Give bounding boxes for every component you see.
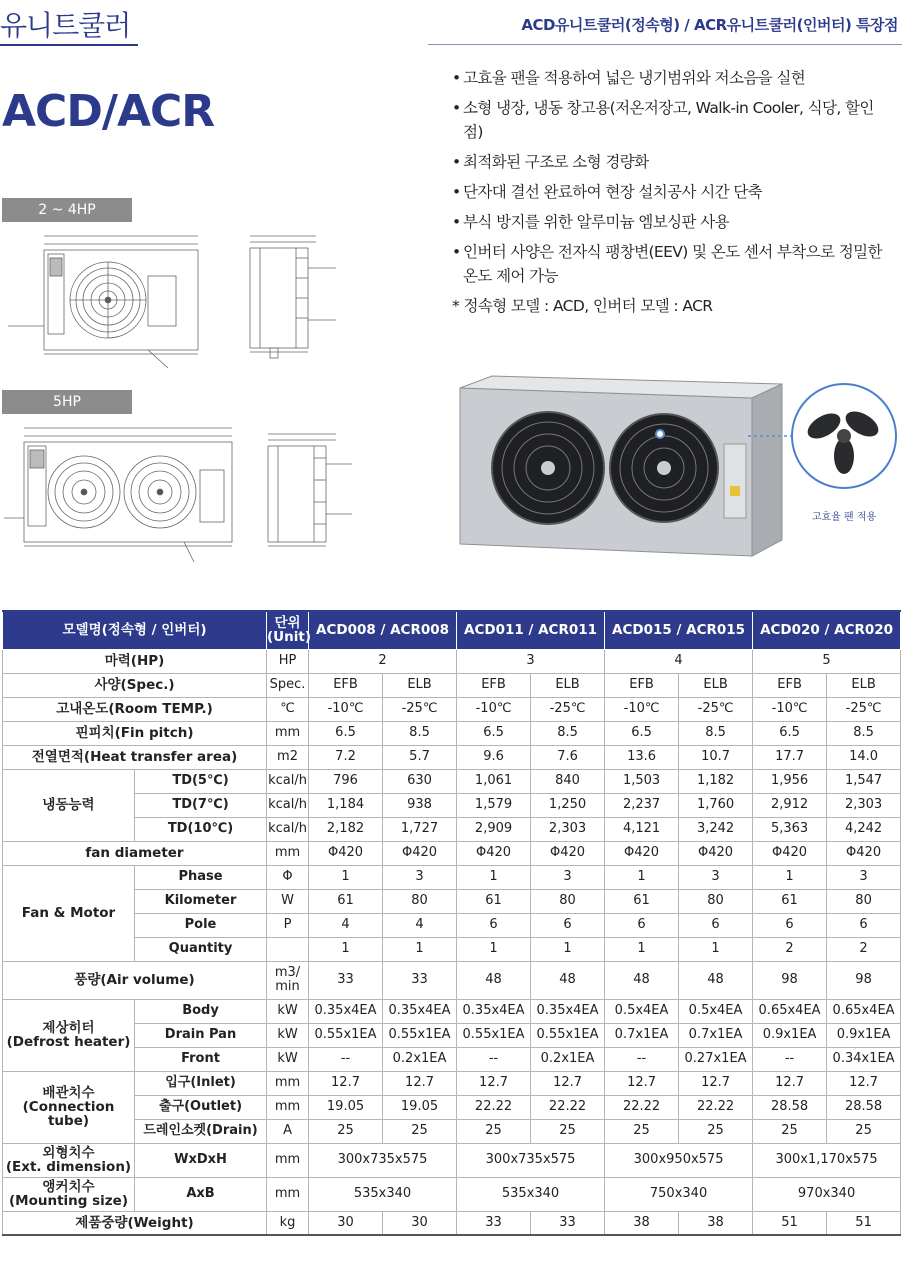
cell: -25℃ [531,697,605,721]
cell: 6 [531,913,605,937]
cell: 0.9x1EA [753,1023,827,1047]
cell: 14.0 [827,745,901,769]
row-unit: mm [267,721,309,745]
row-connection-drain [3,1119,901,1143]
row-label: 전열면적(Heat transfer area) [3,745,267,769]
cell: 0.55x1EA [309,1023,383,1047]
cell: 30 [383,1211,457,1235]
fan-right-image [610,414,718,522]
cell: 61 [605,889,679,913]
cell: 8.5 [679,721,753,745]
cell: 38 [679,1211,753,1235]
cell: 7.6 [531,745,605,769]
cell: 840 [531,769,605,793]
cell: 3 [827,865,901,889]
cell: 2 [309,649,457,673]
row-fan-phase [3,865,901,889]
cell: 9.6 [457,745,531,769]
cell: 48 [679,961,753,999]
cell: 33 [457,1211,531,1235]
cell: 5,363 [753,817,827,841]
row-weight [3,1211,901,1235]
row-label: 고내온도(Room TEMP.) [3,697,267,721]
cell: 1,956 [753,769,827,793]
row-unit: W [267,889,309,913]
cell: ELB [531,673,605,697]
cell: 4,121 [605,817,679,841]
cell: 0.35x4EA [383,999,457,1023]
cell: -- [309,1047,383,1071]
cell: 19.05 [383,1095,457,1119]
cell: 300x950x575 [605,1143,753,1177]
row-unit: Spec. [267,673,309,697]
row-label: fan diameter [3,841,267,865]
cell: 0.9x1EA [827,1023,901,1047]
cell: 12.7 [309,1071,383,1095]
cell: 51 [753,1211,827,1235]
cell: 1,579 [457,793,531,817]
cell: 61 [309,889,383,913]
drawing-2-4hp-side [236,228,376,368]
cell: 25 [309,1119,383,1143]
cell: 630 [383,769,457,793]
cell: 51 [827,1211,901,1235]
cell: 22.22 [605,1095,679,1119]
row-sublabel: TD(5℃) [135,769,267,793]
cell: 25 [753,1119,827,1143]
row-sublabel: WxDxH [135,1143,267,1177]
cell: 12.7 [753,1071,827,1095]
row-unit: kcal/h [267,769,309,793]
cell: Φ420 [309,841,383,865]
row-mounting-size [3,1177,901,1211]
cell: 19.05 [309,1095,383,1119]
cell: 33 [309,961,383,999]
row-unit: kcal/h [267,793,309,817]
cell: 12.7 [457,1071,531,1095]
cell: 0.5x4EA [605,999,679,1023]
cell: 1 [309,937,383,961]
cell: 22.22 [679,1095,753,1119]
cell: 6 [679,913,753,937]
cell: 1,250 [531,793,605,817]
cell: 25 [679,1119,753,1143]
cell: 25 [457,1119,531,1143]
cell: 1 [309,865,383,889]
cell: 6 [827,913,901,937]
row-connection-inlet [3,1071,901,1095]
row-unit: A [267,1119,309,1143]
row-unit: mm [267,1071,309,1095]
cell: 1 [457,937,531,961]
header-model-2: ACD011 / ACR011 [457,611,605,649]
row-unit: m2 [267,745,309,769]
group-label-defrost: 제상히터 (Defrost heater) [3,999,135,1071]
cell: 12.7 [827,1071,901,1095]
cell: 1 [457,865,531,889]
group-label-mounting: 앵커치수 (Mounting size) [3,1177,135,1211]
row-heat-area [3,745,901,769]
cell: 0.35x4EA [309,999,383,1023]
cell: EFB [753,673,827,697]
row-unit: ℃ [267,697,309,721]
cell: ELB [383,673,457,697]
feature-item: • 소형 냉장, 냉동 창고용(저온저장고, Walk-in Cooler, 식당, 할인점) [452,96,892,144]
header-model-4: ACD020 / ACR020 [753,611,901,649]
cell: Φ420 [753,841,827,865]
row-unit: mm [267,1177,309,1211]
cell: 1 [383,937,457,961]
row-sublabel: Quantity [135,937,267,961]
cell: 1,727 [383,817,457,841]
feature-item: • 단자대 결선 완료하여 현장 설치공사 시간 단축 [452,180,892,204]
cell: -10℃ [753,697,827,721]
cell: 0.2x1EA [383,1047,457,1071]
row-sublabel: Front [135,1047,267,1071]
header-model-3: ACD015 / ACR015 [605,611,753,649]
cell: 1,184 [309,793,383,817]
cell: 33 [531,1211,605,1235]
cell: 1,061 [457,769,531,793]
row-unit: kcal/h [267,817,309,841]
feature-item: • 부식 방지를 위한 알루미늄 엠보싱판 사용 [452,210,892,234]
cell: 3 [383,865,457,889]
cell: 5.7 [383,745,457,769]
cell: 2,182 [309,817,383,841]
cell: 6.5 [605,721,679,745]
cell: 2,909 [457,817,531,841]
row-unit: m3/ min [267,961,309,999]
feature-note: * 정속형 모델 : ACD, 인버터 모델 : ACR [452,297,713,315]
cell: 938 [383,793,457,817]
cell: 3 [457,649,605,673]
fan-caption: 고효율 팬 적용 [811,512,877,523]
row-air-volume [3,961,901,999]
cell: 25 [605,1119,679,1143]
cell: 0.35x4EA [531,999,605,1023]
cell: 1,547 [827,769,901,793]
header-model-1: ACD008 / ACR008 [309,611,457,649]
cell: 300x735x575 [457,1143,605,1177]
cell: 0.65x4EA [753,999,827,1023]
cell: 6.5 [753,721,827,745]
cell: 3 [679,865,753,889]
cell: 12.7 [531,1071,605,1095]
cell: 796 [309,769,383,793]
cell: Φ420 [383,841,457,865]
cell: 80 [827,889,901,913]
cell: 8.5 [531,721,605,745]
row-sublabel: AxB [135,1177,267,1211]
row-label: 제품중량(Weight) [3,1211,267,1235]
row-unit: mm [267,1095,309,1119]
cell: EFB [309,673,383,697]
row-fan-pole [3,913,901,937]
cell: 25 [531,1119,605,1143]
cell: 6 [457,913,531,937]
row-sublabel: Drain Pan [135,1023,267,1047]
cell: 2,237 [605,793,679,817]
cell: 8.5 [383,721,457,745]
cell: -10℃ [457,697,531,721]
row-unit: kg [267,1211,309,1235]
cell: 80 [531,889,605,913]
cell: 12.7 [605,1071,679,1095]
cell: 61 [753,889,827,913]
cell: -- [753,1047,827,1071]
cell: 5 [753,649,901,673]
cell: 0.7x1EA [605,1023,679,1047]
cell: 6 [753,913,827,937]
row-unit: mm [267,1143,309,1177]
row-label: 사양(Spec.) [3,673,267,697]
cell: 22.22 [457,1095,531,1119]
fan-left-image [492,412,604,524]
feature-item: • 인버터 사양은 전자식 팽창변(EEV) 및 온도 센서 부착으로 정밀한 온도 제어 가능 [452,240,892,288]
cell: -- [457,1047,531,1071]
row-fan-quantity [3,937,901,961]
header-model: 모델명(정속형 / 인버터) [3,611,267,649]
cell: Φ420 [679,841,753,865]
cell: -- [605,1047,679,1071]
drawing-2-4hp-front [8,228,238,388]
cell: 17.7 [753,745,827,769]
cell: 4 [605,649,753,673]
category-title: 유니트쿨러 [0,9,131,42]
cell: 1,760 [679,793,753,817]
model-title: ACD/ACR [2,86,215,137]
cell: 28.58 [827,1095,901,1119]
cell: 3 [531,865,605,889]
cell: 12.7 [383,1071,457,1095]
row-defrost-body [3,999,901,1023]
cell: 61 [457,889,531,913]
cell: 2 [827,937,901,961]
cell: 48 [457,961,531,999]
cell: 4 [383,913,457,937]
cell: 1 [605,865,679,889]
row-defrost-front [3,1047,901,1071]
cell: EFB [457,673,531,697]
row-sublabel: Body [135,999,267,1023]
cell: 10.7 [679,745,753,769]
feature-item: • 고효율 팬을 적용하여 넓은 냉기범위와 저소음을 실현 [452,66,892,90]
cell: 22.22 [531,1095,605,1119]
row-fan-diameter [3,841,901,865]
row-sublabel: TD(10℃) [135,817,267,841]
row-room-temp [3,697,901,721]
fan-blade-callout [792,384,896,488]
cell: 0.55x1EA [383,1023,457,1047]
cell: 6.5 [457,721,531,745]
cell: Φ420 [531,841,605,865]
cell: 25 [827,1119,901,1143]
cell: 1 [679,937,753,961]
row-sublabel: 입구(Inlet) [135,1071,267,1095]
cell: 80 [383,889,457,913]
row-unit: HP [267,649,309,673]
group-label-capacity: 냉동능력 [3,769,135,841]
row-unit: mm [267,841,309,865]
cell: -10℃ [309,697,383,721]
row-sublabel: TD(7℃) [135,793,267,817]
cell: -10℃ [605,697,679,721]
row-sublabel: Pole [135,913,267,937]
row-spec [3,673,901,697]
feature-list [452,66,892,294]
row-unit: Φ [267,865,309,889]
cell: 535x340 [457,1177,605,1211]
cell: EFB [605,673,679,697]
cell: 0.2x1EA [531,1047,605,1071]
cell: 6.5 [309,721,383,745]
tab-2-4hp: 2 ~ 4HP [2,198,132,222]
cell: -25℃ [679,697,753,721]
row-label: 마력(HP) [3,649,267,673]
row-capacity-td5 [3,769,901,793]
cell: 2,912 [753,793,827,817]
cell: 2,303 [531,817,605,841]
cell: 8.5 [827,721,901,745]
tab-5hp: 5HP [2,390,132,414]
cell: 33 [383,961,457,999]
cell: 48 [605,961,679,999]
cell: 6 [605,913,679,937]
row-sublabel: 드레인소켓(Drain) [135,1119,267,1143]
cell: 0.5x4EA [679,999,753,1023]
table-header-row [3,611,901,649]
row-defrost-drain-pan [3,1023,901,1047]
row-unit [267,937,309,961]
drawing-5hp-side [256,428,386,558]
category-underline [0,44,138,46]
cell: 48 [531,961,605,999]
cell: ELB [827,673,901,697]
cell: 12.7 [679,1071,753,1095]
cell: 300x735x575 [309,1143,457,1177]
cell: 1,503 [605,769,679,793]
cell: 4,242 [827,817,901,841]
cell: 98 [753,961,827,999]
cell: 0.55x1EA [531,1023,605,1047]
row-fin-pitch [3,721,901,745]
row-fan-kilometer [3,889,901,913]
row-capacity-td7 [3,793,901,817]
row-unit: kW [267,1023,309,1047]
cell: 3,242 [679,817,753,841]
row-connection-outlet [3,1095,901,1119]
cell: ELB [679,673,753,697]
row-ext-dimension [3,1143,901,1177]
cell: 2 [753,937,827,961]
cell: 300x1,170x575 [753,1143,901,1177]
spec-table [2,610,901,1236]
cell: 30 [309,1211,383,1235]
row-hp [3,649,901,673]
row-sublabel: Phase [135,865,267,889]
cell: 0.34x1EA [827,1047,901,1071]
product-photo [452,370,898,570]
cell: -25℃ [383,697,457,721]
header-unit: 단위 (Unit) [267,611,309,649]
cell: -25℃ [827,697,901,721]
cell: 7.2 [309,745,383,769]
row-unit: kW [267,999,309,1023]
group-label-connection: 배관치수 (Connection tube) [3,1071,135,1143]
cell: 0.27x1EA [679,1047,753,1071]
cell: Φ420 [827,841,901,865]
group-label-ext-dimension: 외형치수 (Ext. dimension) [3,1143,135,1177]
cell: 1,182 [679,769,753,793]
cell: 25 [383,1119,457,1143]
cell: 13.6 [605,745,679,769]
row-sublabel: 출구(Outlet) [135,1095,267,1119]
cell: 80 [679,889,753,913]
features-divider [428,44,902,45]
row-label: 풍량(Air volume) [3,961,267,999]
cell: 535x340 [309,1177,457,1211]
cell: 98 [827,961,901,999]
cell: 0.55x1EA [457,1023,531,1047]
cell: 0.7x1EA [679,1023,753,1047]
cell: 4 [309,913,383,937]
cell: 0.65x4EA [827,999,901,1023]
row-unit: P [267,913,309,937]
features-heading: ACD유니트쿨러(정속형) / ACR유니트쿨러(인버터) 특장점 [521,16,898,34]
row-capacity-td10 [3,817,901,841]
cell: 28.58 [753,1095,827,1119]
cell: 1 [605,937,679,961]
row-sublabel: Kilometer [135,889,267,913]
feature-item: • 최적화된 구조로 소형 경량화 [452,150,892,174]
group-label-fan-motor: Fan & Motor [3,865,135,961]
cell: Φ420 [605,841,679,865]
cell: 2,303 [827,793,901,817]
cell: 1 [531,937,605,961]
cell: 1 [753,865,827,889]
row-unit: kW [267,1047,309,1071]
cell: 750x340 [605,1177,753,1211]
cell: 970x340 [753,1177,901,1211]
cell: 0.35x4EA [457,999,531,1023]
drawing-5hp-front [4,422,244,572]
cell: 38 [605,1211,679,1235]
cell: Φ420 [457,841,531,865]
row-label: 핀피치(Fin pitch) [3,721,267,745]
